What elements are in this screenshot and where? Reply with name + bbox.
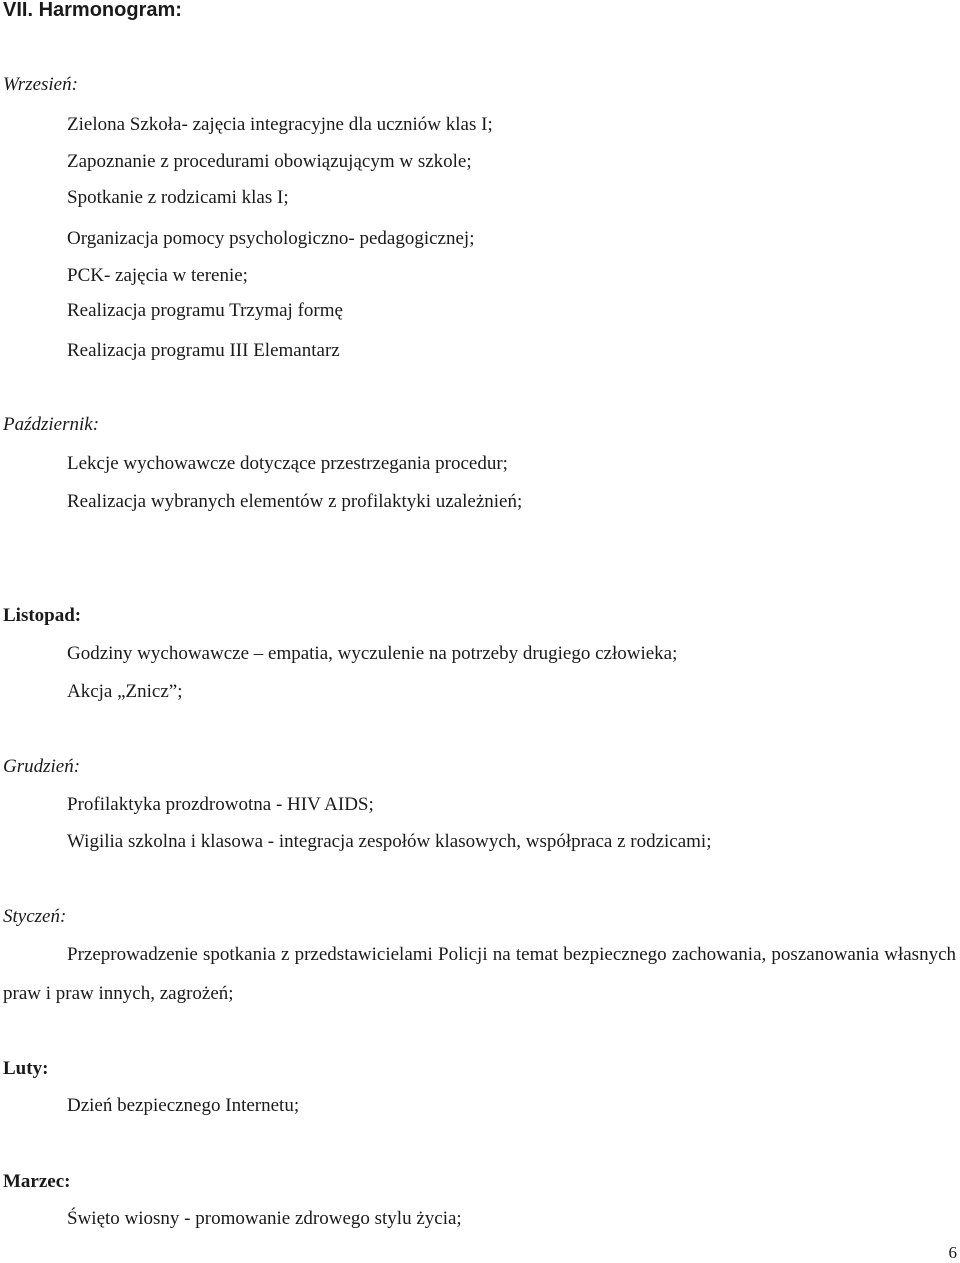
month-heading-luty: Luty:: [3, 1058, 49, 1079]
styczen-paragraph: Przeprowadzenie spotkania z przedstawicielami Policji na temat bezpiecznego zachowania, poszanowania własnych praw i praw innych, zagrożeń;: [3, 944, 956, 1004]
list-item: Spotkanie z rodzicami klas I;: [67, 187, 289, 208]
list-item: Święto wiosny - promowanie zdrowego stylu życia;: [67, 1208, 462, 1229]
list-item: Realizacja wybranych elementów z profilaktyki uzależnień;: [67, 491, 523, 512]
month-heading-wrzesien: Wrzesień:: [3, 74, 78, 95]
page-title: VII. Harmonogram:: [3, 0, 182, 21]
list-item: Wigilia szkolna i klasowa - integracja zespołów klasowych, współpraca z rodzicami;: [67, 831, 712, 852]
list-item: Akcja „Znicz”;: [67, 681, 183, 702]
page-number: 6: [948, 1243, 957, 1262]
list-item: Profilaktyka prozdrowotna - HIV AIDS;: [67, 794, 374, 815]
list-item: Zielona Szkoła- zajęcia integracyjne dla uczniów klas I;: [67, 114, 493, 135]
month-heading-marzec: Marzec:: [3, 1171, 71, 1192]
month-heading-listopad: Listopad:: [3, 605, 82, 626]
list-item: Realizacja programu Trzymaj formę: [67, 300, 343, 321]
month-heading-styczen: Styczeń:: [3, 906, 67, 927]
list-item: Lekcje wychowawcze dotyczące przestrzegania procedur;: [67, 453, 508, 474]
month-heading-grudzien: Grudzień:: [3, 756, 81, 777]
list-item: Zapoznanie z procedurami obowiązującym w szkole;: [67, 151, 472, 172]
list-item: Realizacja programu III Elemantarz: [67, 340, 340, 361]
month-heading-pazdziernik: Październik:: [3, 414, 100, 435]
list-item: PCK- zajęcia w terenie;: [67, 265, 248, 286]
list-item: Godziny wychowawcze – empatia, wyczulenie na potrzeby drugiego człowieka;: [67, 643, 678, 664]
list-item: Dzień bezpiecznego Internetu;: [67, 1095, 300, 1116]
list-item: Organizacja pomocy psychologiczno- pedagogicznej;: [67, 228, 475, 249]
